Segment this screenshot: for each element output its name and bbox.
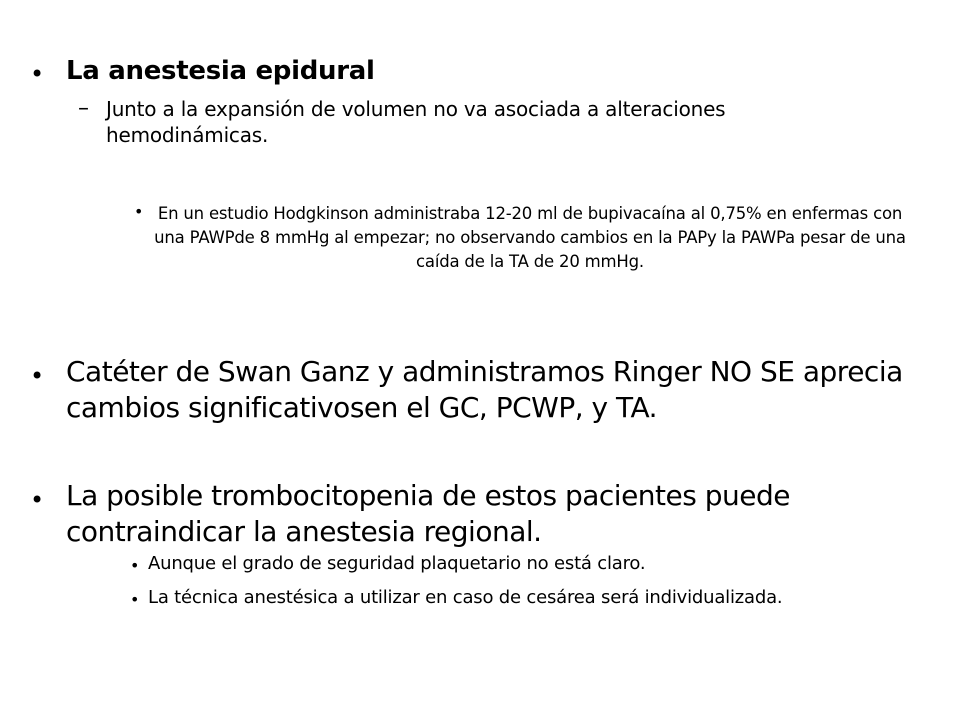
bullet-icon: •: [30, 60, 45, 88]
epidural-heading: La anestesia epidural: [66, 56, 375, 86]
bullet-icon: •: [130, 556, 140, 575]
bullet-icon: •: [30, 362, 45, 390]
platelet-safety-text: Aunque el grado de seguridad plaquetario no está claro.: [148, 553, 646, 574]
dash-icon: –: [78, 96, 89, 121]
cesarean-technique-text: La técnica anestésica a utilizar en caso de cesárea será individualizada.: [148, 587, 783, 608]
bullet-icon: •: [130, 590, 140, 609]
bullet-icon: •: [30, 486, 45, 514]
hodgkinson-study-text: En un estudio Hodgkinson administraba 12-20 ml de bupivacaína al 0,75% en enfermas con una PAWPde 8 mmHg al empezar; no observando cambios en la PAPy la PAWPa pesar de una caída de la TA de 20 mmHg.: [154, 204, 906, 271]
swan-ganz-text: Catéter de Swan Ganz y administramos Ringer NO SE aprecia cambios significativosen el GC, PCWP, y TA.: [66, 355, 903, 424]
epidural-subpoint: Junto a la expansión de volumen no va asociada a alteraciones hemodinámicas.: [106, 97, 726, 147]
thrombocytopenia-text: La posible trombocitopenia de estos pacientes puede contraindicar la anestesia regional.: [66, 479, 790, 548]
bullet-icon: •: [134, 202, 144, 221]
